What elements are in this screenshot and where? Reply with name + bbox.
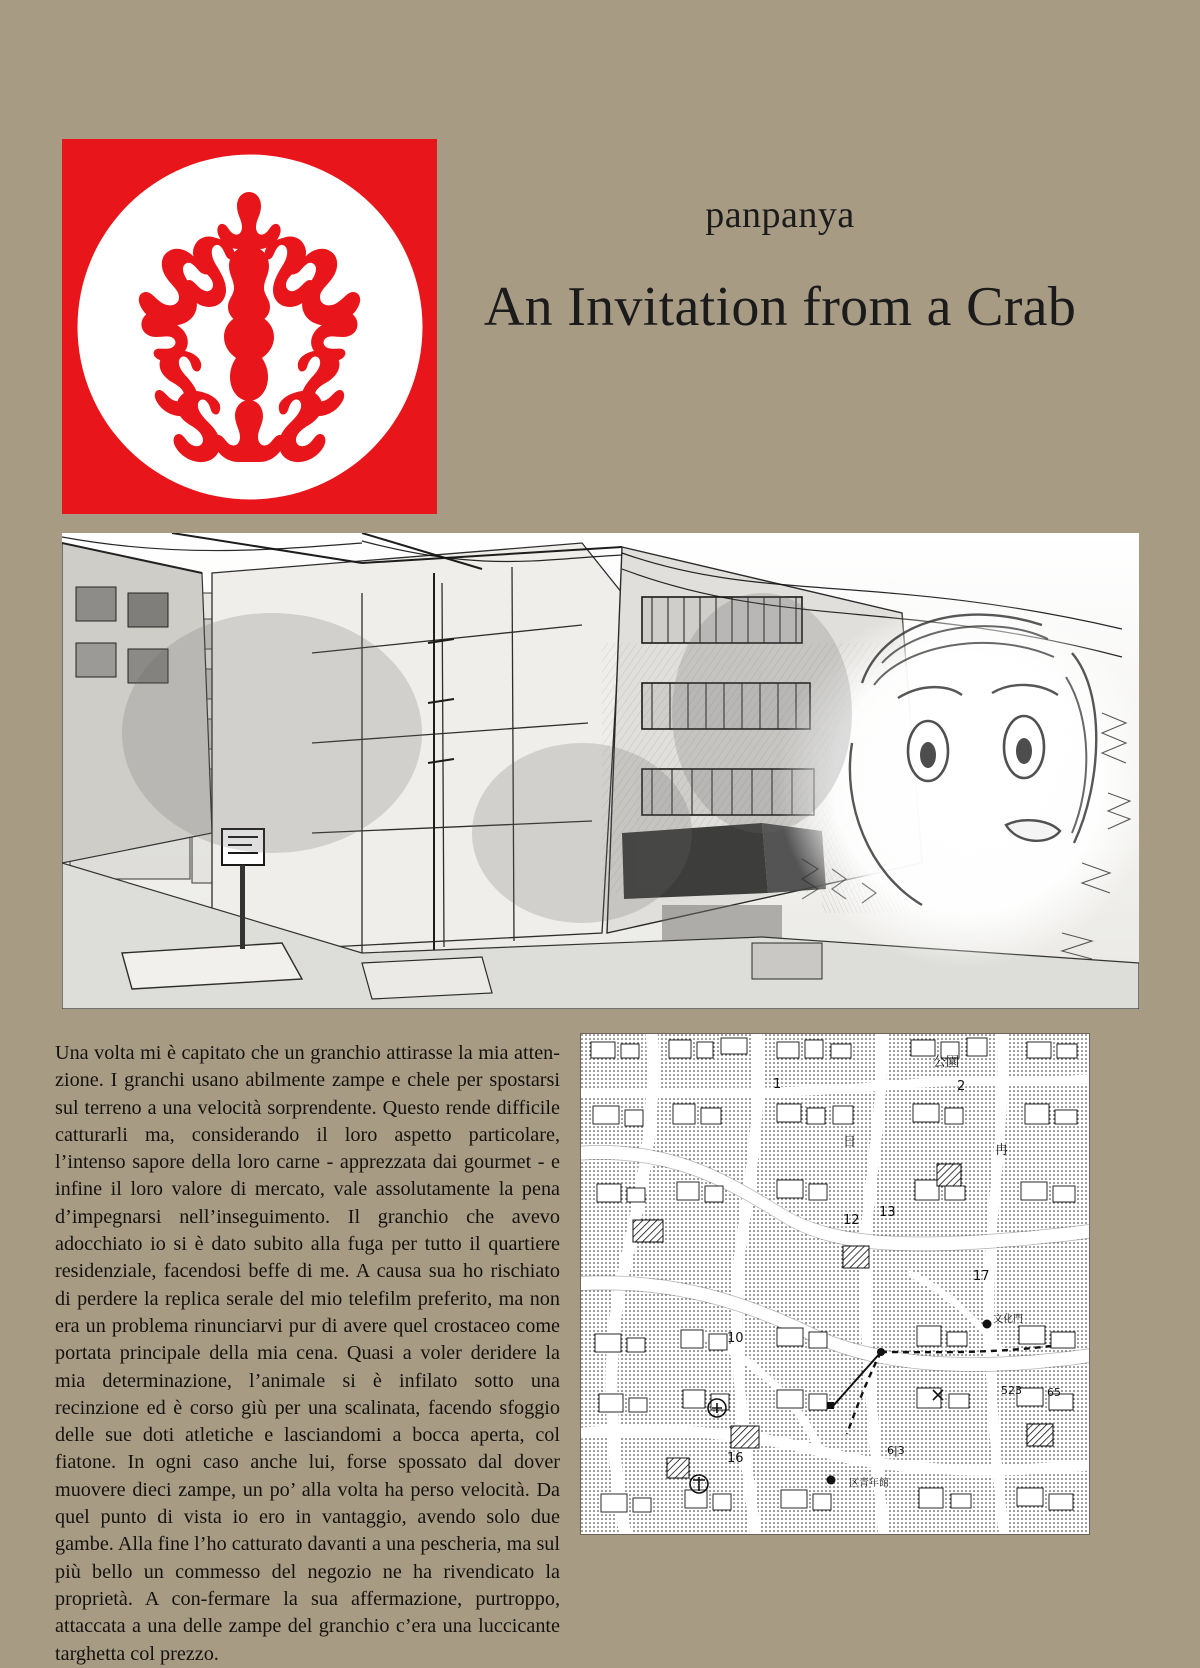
svg-text:16: 16 bbox=[727, 1451, 744, 1466]
svg-text:12: 12 bbox=[843, 1213, 860, 1228]
crab-crest-icon bbox=[77, 154, 422, 499]
svg-text:17: 17 bbox=[973, 1269, 990, 1284]
cover-illustration bbox=[62, 533, 1139, 1009]
svg-text:523: 523 bbox=[1001, 1384, 1022, 1397]
alleyway-sketch-illustration bbox=[62, 533, 1139, 1009]
book-title: An Invitation from a Crab bbox=[483, 275, 1077, 338]
neighborhood-map bbox=[580, 1033, 1090, 1535]
svg-text:10: 10 bbox=[727, 1331, 744, 1346]
title-block bbox=[470, 195, 1090, 338]
svg-text:2: 2 bbox=[957, 1079, 966, 1094]
svg-text:1: 1 bbox=[773, 1077, 782, 1092]
svg-text:区青年館: 区青年館 bbox=[849, 1478, 889, 1489]
svg-text:冉: 冉 bbox=[995, 1143, 1009, 1158]
svg-text:13: 13 bbox=[879, 1205, 896, 1220]
neighborhood-map-illustration bbox=[581, 1034, 1089, 1534]
svg-text:6|3: 6|3 bbox=[887, 1444, 905, 1457]
svg-text:文化門: 文化門 bbox=[993, 1314, 1023, 1325]
author-name: panpanya bbox=[705, 194, 855, 236]
publisher-crest bbox=[62, 139, 437, 514]
crest-disc bbox=[77, 154, 422, 499]
cover-blurb-text: Una volta mi è capitato che un granchio attirasse la mia atten-zione. I granchi usano abilmente zampe e chele per spostarsi sul terreno a una velocità sorprendente. Questo rende difficile catturarli ma, considerando il loro aspetto particolare, l’intenso sapore della loro carne - apprezzata dai gourmet - e infine il loro valore di mercato, vale assolutamente la pena d’impegnarsi nell’inseguimento. Il granchio che avevo adocchiato io si è dato subito alla fuga per tutto il quartiere residenziale, facendosi beffe di me. A causa sua ho rischiato di perdere la replica serale del mio telefilm preferito, ma non era un problema rinunciarvi pur di avere quel crostaceo come portata principale della mia cena. Quasi a voler deridere la mia determinazione, l’animale si è infilato sotto una recinzione ed è corso giù per una scalinata, facendo sfoggio delle sue doti atletiche e lasciandomi a bocca aperta, col fiatone. In ogni caso anche lui, forse spossato dal dover muovere dieci zampe, un po’ alla volta ha perso velocità. Da quel punto di vista io ero in vantaggio, avendo solo due gambe. Alla fine l’ho catturato davanti a una pescheria, ma sul più bello un commesso del negozio ne ha rivendicato la proprietà. A con-fermare la sua affermazione, purtroppo, attaccata a una delle zampe del granchio c’era una luccicante targhetta col prezzo. bbox=[55, 1042, 560, 1665]
svg-text:日: 日 bbox=[843, 1135, 857, 1150]
svg-text:65: 65 bbox=[1047, 1386, 1061, 1399]
svg-text:公園: 公園 bbox=[933, 1055, 960, 1070]
